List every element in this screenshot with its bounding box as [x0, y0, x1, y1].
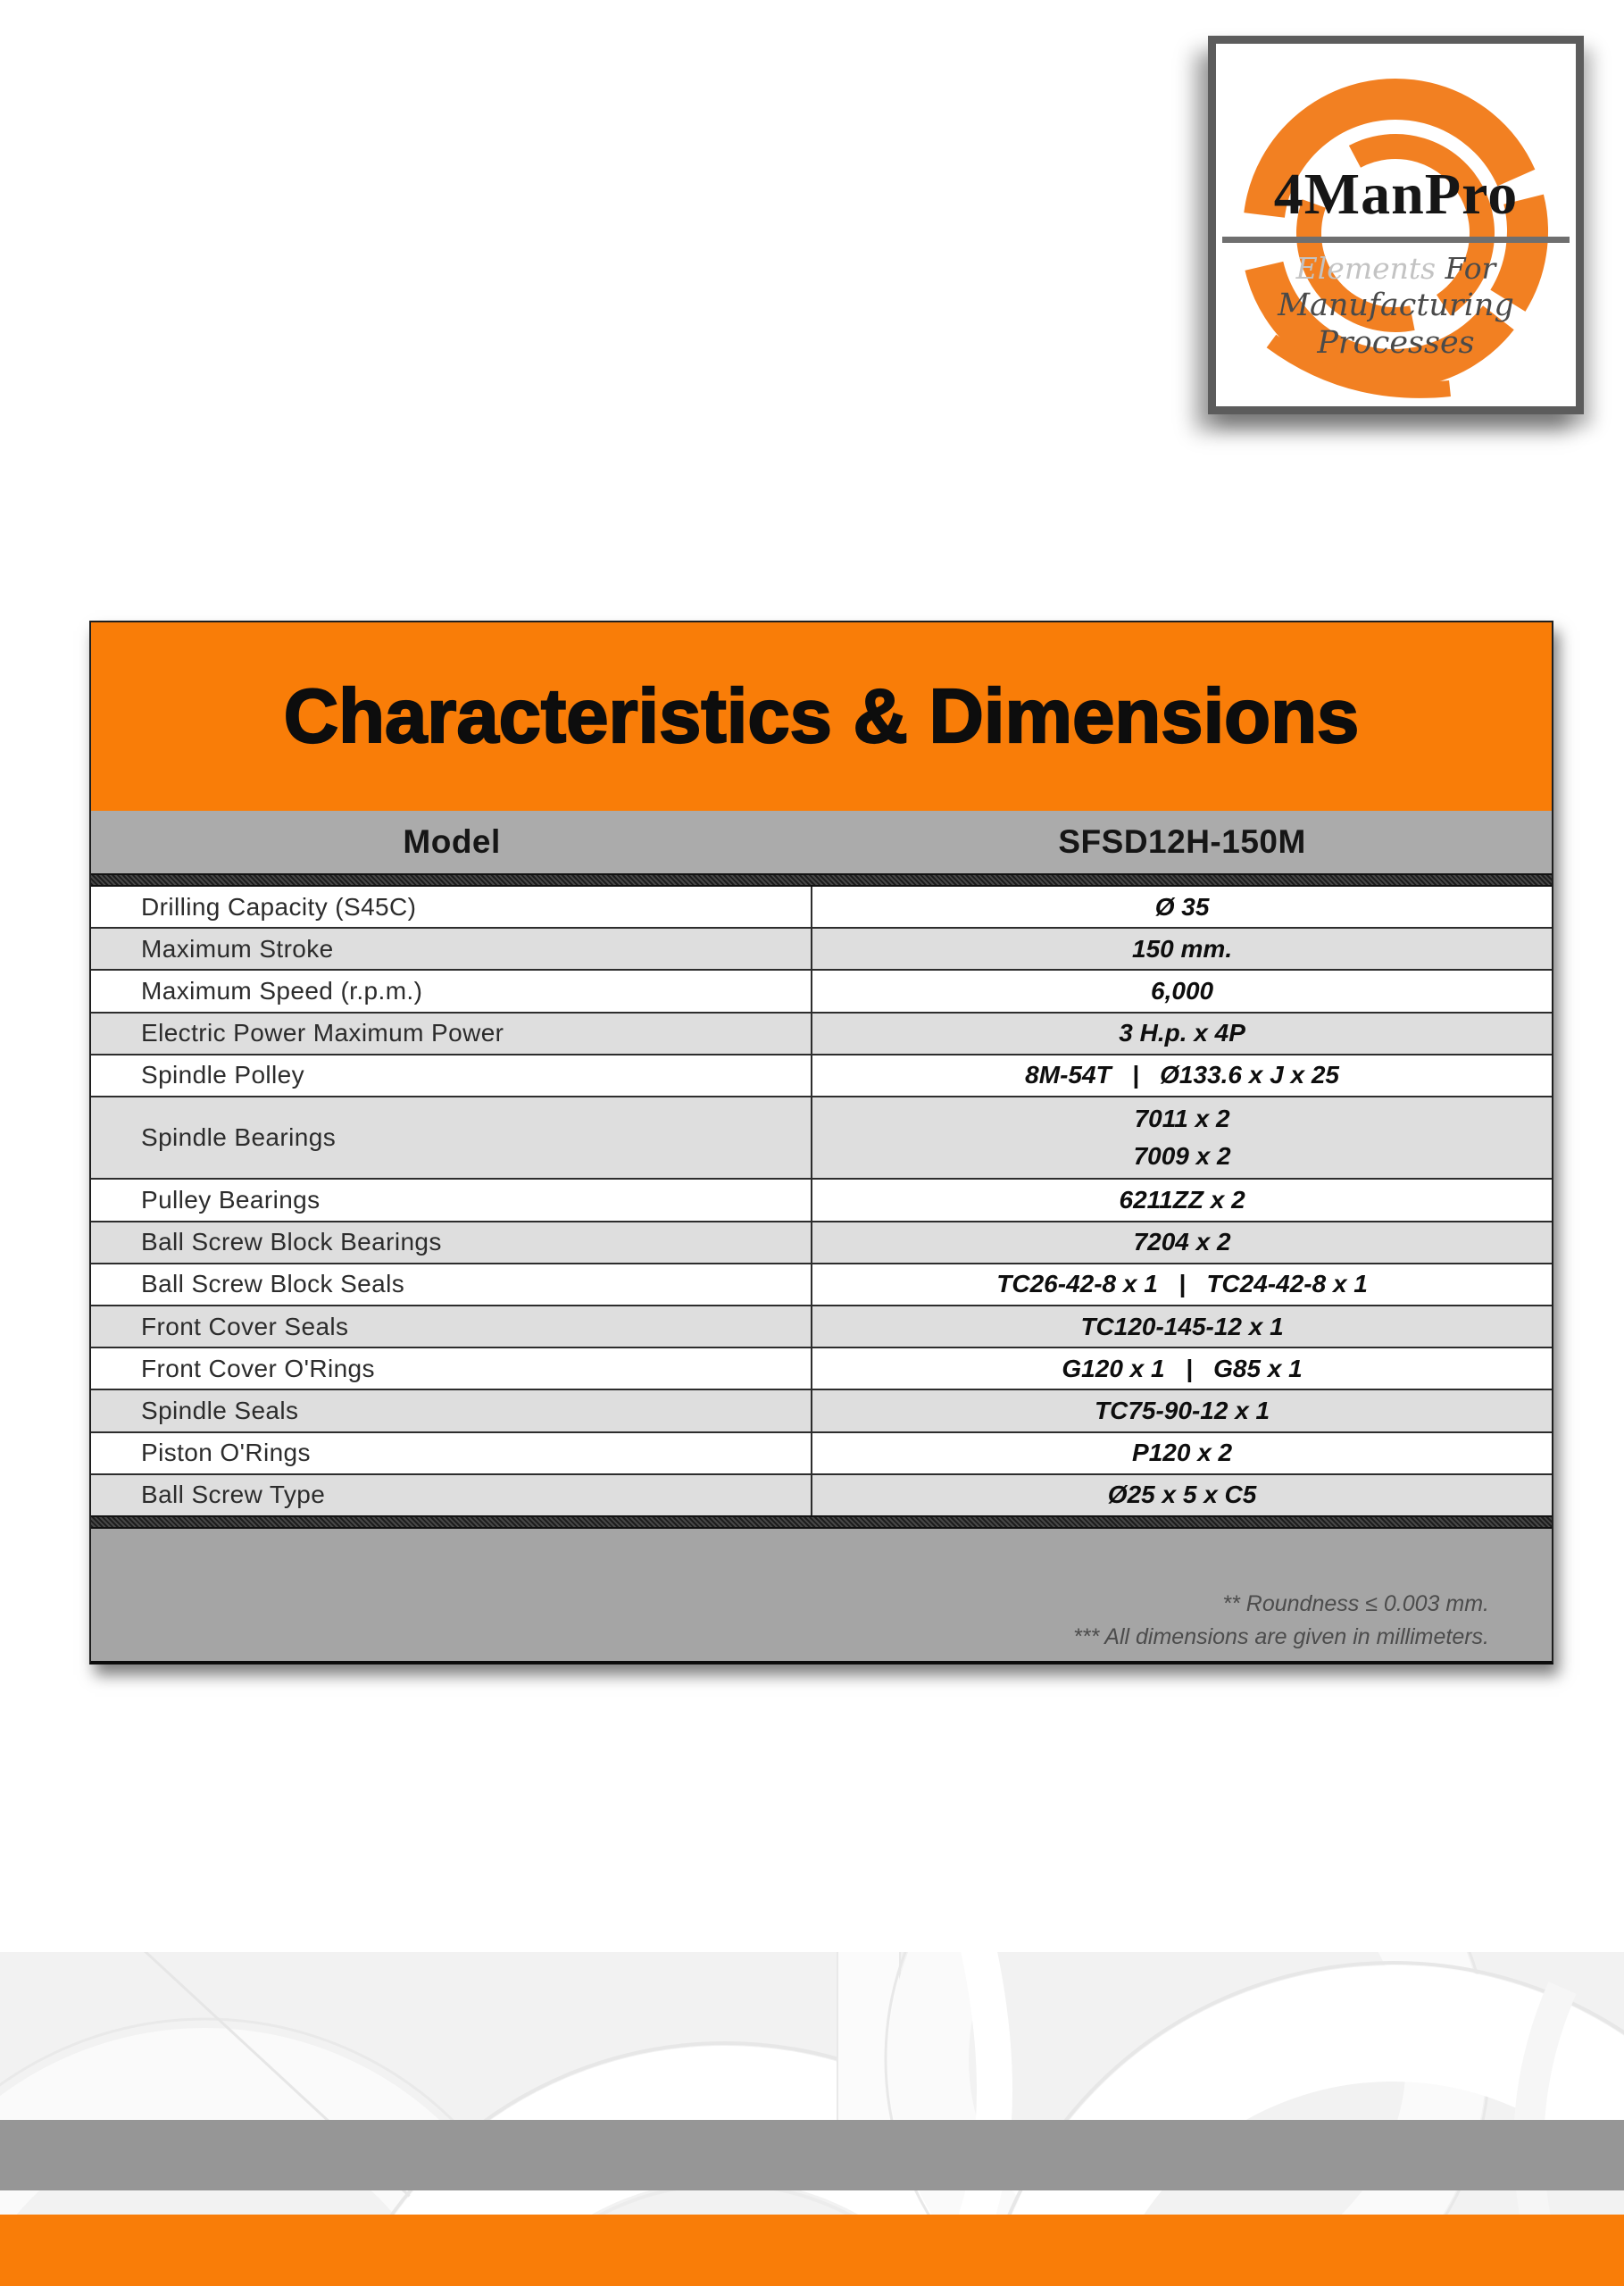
logo-tagline-line1 [1216, 251, 1576, 287]
model-header-row [91, 811, 1552, 873]
row-label: Ball Screw Block Bearings [91, 1222, 812, 1263]
row-value-text: Ø25 x 5 x C5 [1107, 1481, 1257, 1509]
hatch-divider-bottom [91, 1515, 1552, 1529]
model-header-label-cell [91, 811, 812, 873]
row-value [812, 1097, 1552, 1178]
row-value-text: 3 H.p. x 4P [1119, 1019, 1245, 1047]
row-value-text: P120 x 2 [1132, 1439, 1233, 1467]
row-value [812, 971, 1552, 1011]
row-value [812, 1222, 1552, 1263]
row-value [812, 1180, 1552, 1220]
spec-card [89, 621, 1553, 1664]
logo-divider-rule [1222, 237, 1570, 243]
row-label: Piston O'Rings [91, 1433, 812, 1473]
model-value: SFSD12H-150M [1058, 823, 1306, 860]
row-value-text: 6,000 [1151, 977, 1214, 1005]
row-label: Electric Power Maximum Power [91, 1014, 812, 1054]
logo-inner [1216, 44, 1576, 406]
row-label: Maximum Speed (r.p.m.) [91, 971, 812, 1011]
logo-tagline-line2: Manufacturing Processes [1278, 288, 1514, 361]
model-header-value-cell [812, 811, 1552, 873]
table-row [91, 1431, 1552, 1473]
row-value [812, 1433, 1552, 1473]
footer-notes [1073, 1588, 1489, 1654]
table-row [91, 969, 1552, 1011]
row-value-text: 7011 x 2 [1134, 1105, 1230, 1133]
row-value [812, 929, 1552, 969]
table-row [91, 887, 1552, 927]
spec-table-body [91, 887, 1552, 1515]
row-label: Drilling Capacity (S45C) [91, 887, 812, 927]
row-value [812, 887, 1552, 927]
table-row [91, 1347, 1552, 1389]
row-value [812, 1055, 1552, 1096]
row-value-text: 7204 x 2 [1133, 1228, 1231, 1256]
row-value-text: TC120-145-12 x 1 [1080, 1312, 1284, 1340]
table-row [91, 1389, 1552, 1431]
table-row [91, 1305, 1552, 1347]
table-row [91, 1012, 1552, 1054]
row-value [812, 1390, 1552, 1431]
row-value-text: TC75-90-12 x 1 [1095, 1397, 1270, 1425]
row-value-text: Ø 35 [1154, 892, 1210, 921]
row-label: Spindle Bearings [91, 1097, 812, 1178]
footer-gray-bar [0, 2120, 1624, 2190]
table-row [91, 1221, 1552, 1263]
footer-orange-bar [0, 2215, 1624, 2286]
table-row [91, 1473, 1552, 1515]
table-row [91, 1263, 1552, 1305]
row-label: Ball Screw Type [91, 1475, 812, 1515]
row-value [812, 1014, 1552, 1054]
row-label: Pulley Bearings [91, 1180, 812, 1220]
card-header [91, 622, 1552, 811]
row-label: Maximum Stroke [91, 929, 812, 969]
row-value-text: 150 mm. [1132, 934, 1233, 963]
row-value [812, 1348, 1552, 1389]
table-row [91, 1096, 1552, 1178]
logo-tagline-for: For [1436, 251, 1496, 286]
logo-brand-text: 4ManPro [1273, 162, 1519, 227]
model-label: Model [403, 823, 501, 860]
logo-tagline-elements: Elements [1295, 251, 1437, 286]
table-row [91, 1178, 1552, 1220]
row-value [812, 1306, 1552, 1347]
table-row [91, 1054, 1552, 1096]
row-value-text: G120 x 1 | G85 x 1 [1062, 1354, 1303, 1382]
table-row [91, 927, 1552, 969]
row-value-text: 6211ZZ x 2 [1119, 1186, 1245, 1214]
row-label: Spindle Polley [91, 1055, 812, 1096]
hatch-divider-top [91, 873, 1552, 887]
row-label: Front Cover Seals [91, 1306, 812, 1347]
row-value-text: TC26-42-8 x 1 | TC24-42-8 x 1 [996, 1270, 1368, 1298]
row-value-text-line2: 7009 x 2 [1133, 1142, 1231, 1171]
row-label: Ball Screw Block Seals [91, 1264, 812, 1305]
row-value [812, 1264, 1552, 1305]
row-value [812, 1475, 1552, 1515]
row-label: Front Cover O'Rings [91, 1348, 812, 1389]
logo-box [1208, 36, 1584, 414]
row-label: Spindle Seals [91, 1390, 812, 1431]
card-footer [91, 1529, 1552, 1661]
note-roundness: ** Roundness ≤ 0.003 mm. [1222, 1591, 1489, 1616]
card-title: Characteristics & Dimensions [283, 673, 1360, 759]
note-dimensions: *** All dimensions are given in millimeters. [1073, 1624, 1489, 1649]
row-value-text: 8M-54T | Ø133.6 x J x 25 [1025, 1061, 1339, 1089]
